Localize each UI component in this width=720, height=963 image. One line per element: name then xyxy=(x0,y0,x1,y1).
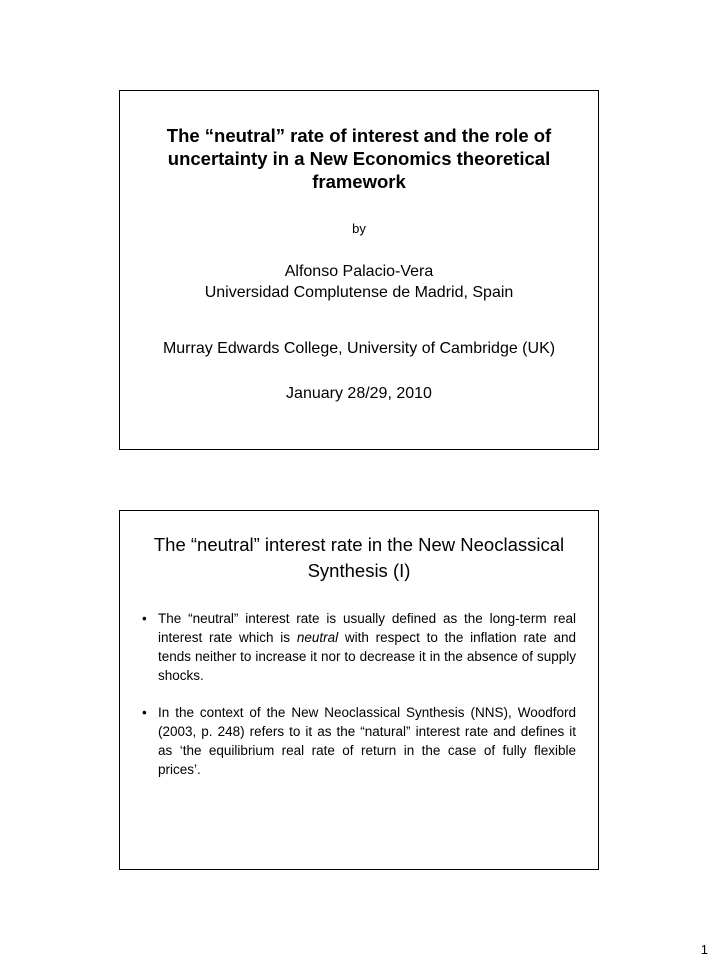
bullet-marker: • xyxy=(142,705,147,720)
author-name: Alfonso Palacio-Vera xyxy=(284,263,434,280)
slide-2 xyxy=(119,510,599,870)
slide-1 xyxy=(119,90,599,450)
author-affiliation: Universidad Complutense de Madrid, Spain xyxy=(204,284,514,301)
bullet-list xyxy=(140,609,576,797)
bullet-1-emphasis: neutral xyxy=(296,630,339,645)
date: January 28/29, 2010 xyxy=(286,385,432,402)
bullet-marker: • xyxy=(142,611,147,626)
venue: Murray Edwards College, University of Cambridge (UK) xyxy=(162,340,556,357)
slide-2-title: The “neutral” interest rate in the New Neoclassical Synthesis (I) xyxy=(153,534,565,581)
bullet-item-1 xyxy=(140,609,576,685)
bullet-2-text: In the context of the New Neoclassical Synthesis (NNS), Woodford (2003, p. 248) refers to it as the “natural” interest rate and defines it as ‘the equilibrium real rate of return in the case of fully flexible prices’. xyxy=(158,705,576,777)
bullet-1-text-before: The “neutral” interest rate is usually defined as the long-term real interest rate which is xyxy=(158,611,576,645)
page-number: 1 xyxy=(700,942,708,957)
by-label: by xyxy=(352,221,366,236)
bullet-item-2 xyxy=(140,703,576,779)
slide-1-title: The “neutral” rate of interest and the role of uncertainty in a New Economics theoretical framework xyxy=(166,125,552,192)
author-block xyxy=(140,261,578,303)
bullet-1-text-after: with respect to the inflation rate and tends neither to increase it nor to decrease it in the absence of supply shocks. xyxy=(158,630,576,683)
